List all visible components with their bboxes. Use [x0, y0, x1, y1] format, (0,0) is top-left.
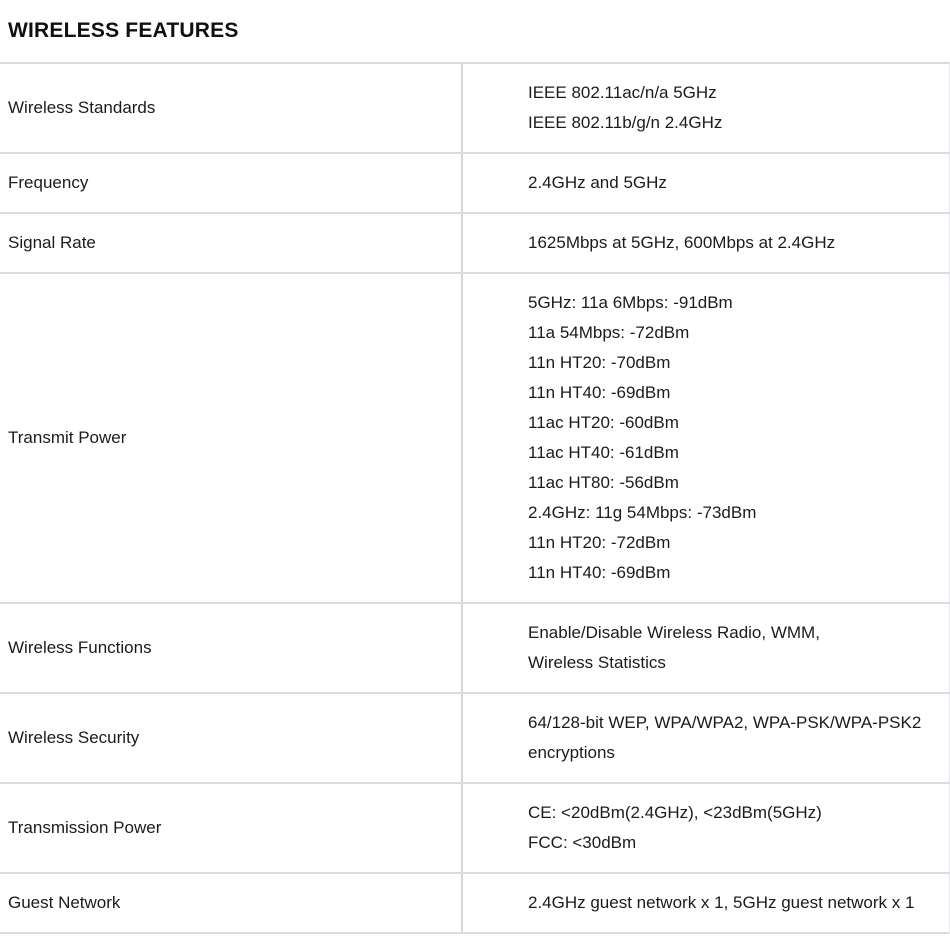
row-label: Wireless Functions — [0, 604, 463, 692]
table-row — [0, 694, 949, 784]
row-value-line: CE: <20dBm(2.4GHz), <23dBm(5GHz) — [528, 803, 822, 822]
row-label: Wireless Security — [0, 694, 463, 782]
row-value-line: encryptions — [528, 743, 615, 762]
table-row — [0, 64, 949, 154]
row-label: Transmission Power — [0, 784, 463, 872]
row-value-line: Enable/Disable Wireless Radio, WMM, — [528, 623, 820, 642]
row-value-line: 2.4GHz and 5GHz — [528, 173, 667, 192]
table-row — [0, 784, 949, 874]
row-value — [463, 214, 949, 272]
row-value — [463, 694, 949, 782]
row-value-line: 11n HT20: -70dBm — [528, 353, 671, 372]
row-value-line: 2.4GHz: 11g 54Mbps: -73dBm — [528, 503, 757, 522]
row-value-line: 11n HT40: -69dBm — [528, 563, 671, 582]
section-title: WIRELESS FEATURES — [8, 19, 239, 42]
row-value-line: 1625Mbps at 5GHz, 600Mbps at 2.4GHz — [528, 233, 836, 252]
row-value — [463, 274, 949, 602]
row-value — [463, 784, 949, 872]
table-row — [0, 274, 949, 604]
row-value-line: 11a 54Mbps: -72dBm — [528, 323, 690, 342]
row-value-line: 11n HT20: -72dBm — [528, 533, 671, 552]
row-label: Signal Rate — [0, 214, 463, 272]
row-label: Wireless Standards — [0, 64, 463, 152]
row-value-line: 5GHz: 11a 6Mbps: -91dBm — [528, 293, 733, 312]
table-row — [0, 874, 949, 934]
table-row — [0, 604, 949, 694]
row-value-line: 11ac HT80: -56dBm — [528, 473, 679, 492]
row-label: Guest Network — [0, 874, 463, 932]
row-value-line: IEEE 802.11ac/n/a 5GHz — [528, 83, 717, 102]
table-row — [0, 214, 949, 274]
row-value-line: Wireless Statistics — [528, 653, 666, 672]
row-value — [463, 154, 949, 212]
row-value-line: 2.4GHz guest network x 1, 5GHz guest network x 1 — [528, 893, 915, 912]
row-value-line: FCC: <30dBm — [528, 833, 637, 852]
row-value-line: 11ac HT20: -60dBm — [528, 413, 679, 432]
row-value-line: IEEE 802.11b/g/n 2.4GHz — [528, 113, 723, 132]
row-label: Transmit Power — [0, 274, 463, 602]
row-value-line: 11n HT40: -69dBm — [528, 383, 671, 402]
row-value — [463, 874, 949, 932]
row-value — [463, 64, 949, 152]
table-row — [0, 154, 949, 214]
row-label: Frequency — [0, 154, 463, 212]
row-value-line: 64/128-bit WEP, WPA/WPA2, WPA-PSK/WPA-PSK2 — [528, 713, 922, 732]
row-value — [463, 604, 949, 692]
spec-table — [0, 62, 950, 934]
row-value-line: 11ac HT40: -61dBm — [528, 443, 679, 462]
